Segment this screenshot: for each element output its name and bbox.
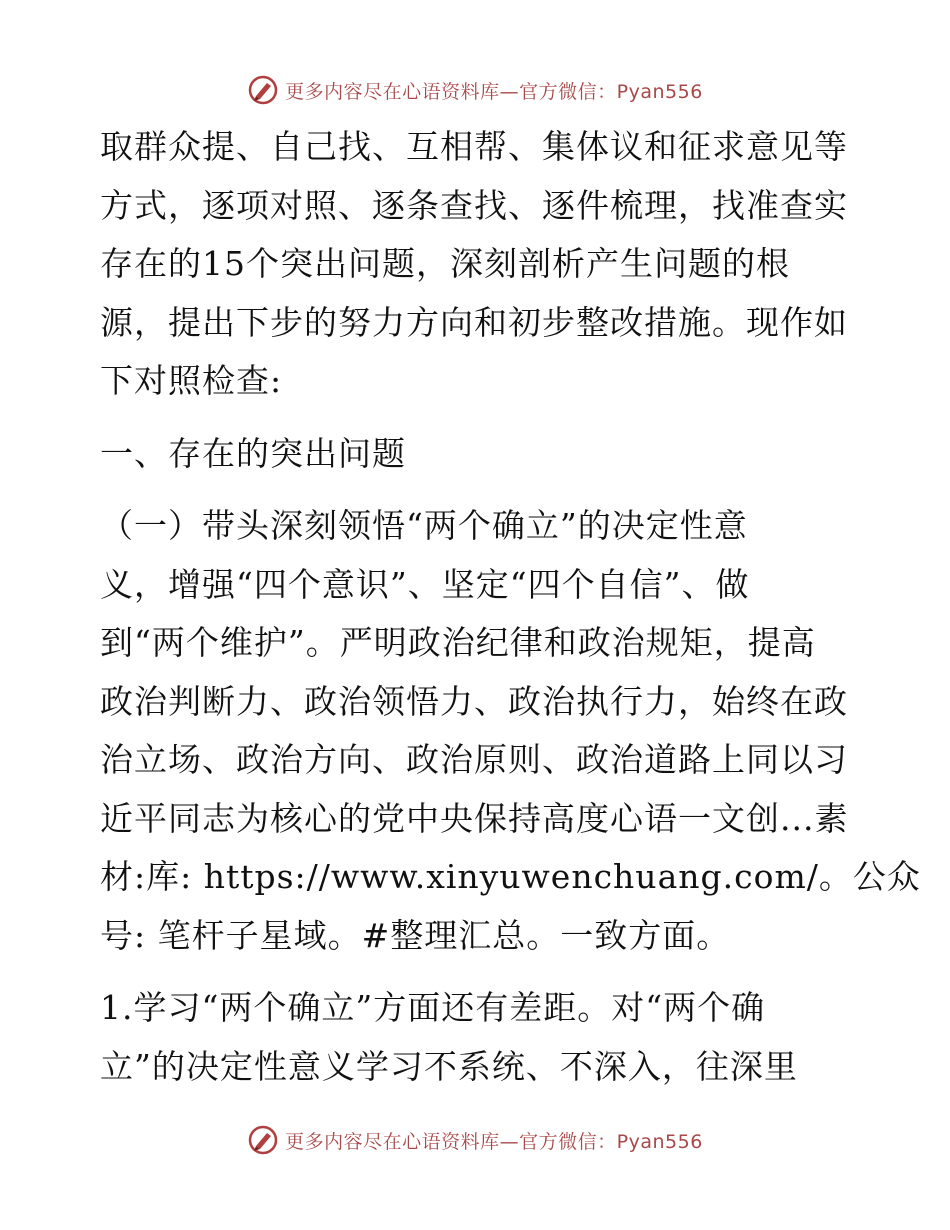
text-line: 材:库: https://www.xinyuwenchuang.com/。公众 (100, 857, 921, 896)
text-line: 立”的决定性意义学习不系统、不深入，往深里 (100, 1046, 798, 1086)
text-line: 方式，逐项对照、逐条查找、逐件梳理，找准查实 (100, 185, 848, 225)
text-line: 源，提出下步的努力方向和初步整改措施。现作如 (100, 302, 848, 342)
text-line: 取群众提、自己找、互相帮、集体议和征求意见等 (100, 127, 848, 166)
text-line: 号: 笔杆子星域。#整理汇总。一致方面。 (100, 915, 731, 955)
watermark-text: 更多内容尽在心语资料库—官方微信：Pyan556 (285, 1130, 703, 1153)
pen-logo-icon (247, 1124, 279, 1156)
text-line: （一）带头深刻领悟“两个确立”的决定性意 (100, 506, 748, 545)
header-watermark (0, 70, 950, 110)
section-heading: 一、存在的突出问题 (100, 433, 406, 473)
text-line: 近平同志为核心的党中央保持高度心语一文创...素 (100, 798, 849, 838)
text-line: 政治判断力、政治领悟力、政治执行力，始终在政 (100, 681, 848, 721)
footer-watermark (0, 1120, 950, 1160)
pen-logo-icon (247, 74, 279, 106)
text-line: 存在的15个突出问题，深刻剖析产生问题的根 (100, 244, 790, 283)
text-line: 1.学习“两个确立”方面还有差距。对“两个确 (100, 988, 766, 1027)
text-line: 到“两个维护”。严明政治纪律和政治规矩，提高 (100, 623, 816, 662)
watermark-text: 更多内容尽在心语资料库—官方微信：Pyan556 (285, 80, 703, 103)
text-line: 义，增强“四个意识”、坚定“四个自信”、做 (100, 564, 750, 604)
text-line: 治立场、政治方向、政治原则、政治道路上同以习 (100, 740, 848, 779)
text-line: 下对照检查: (100, 361, 283, 400)
document-body (100, 118, 921, 1096)
